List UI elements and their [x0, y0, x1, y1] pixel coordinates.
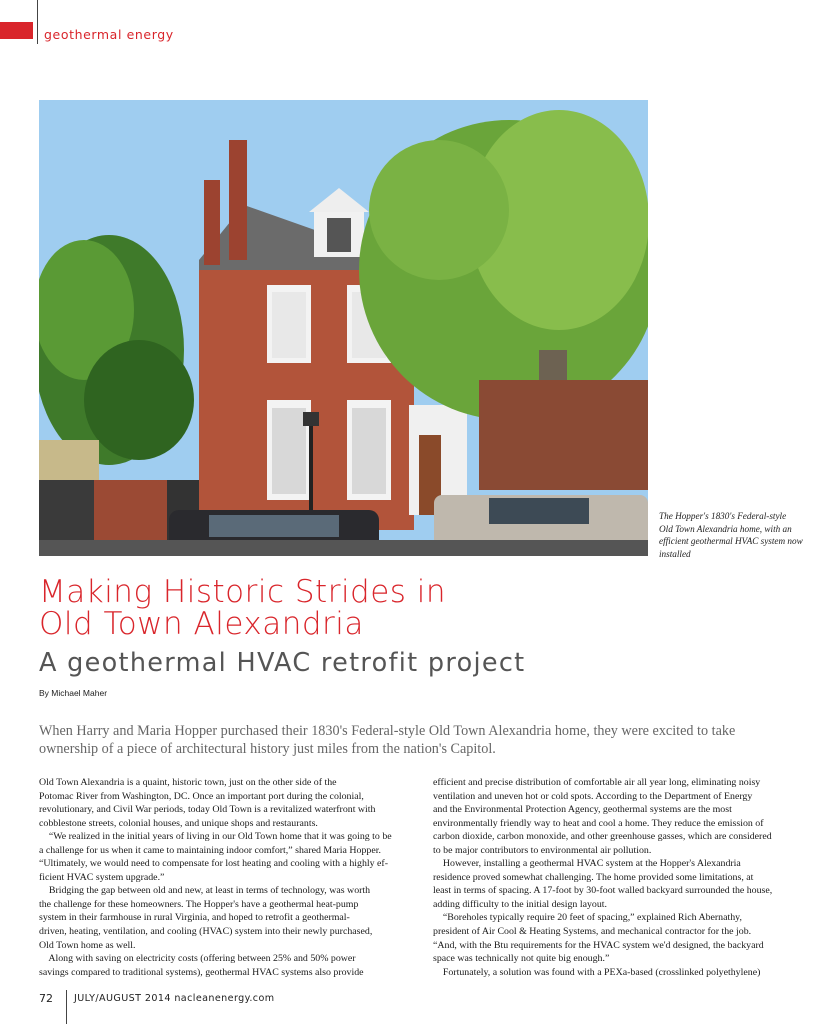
caption-line: efficient geothermal HVAC system now — [659, 536, 803, 546]
body-line: ventilation and uneven hot or cold spots. According to the Department of Energy — [433, 790, 753, 802]
body-line: “Boreholes typically require 20 feet of spacing,” explained Rich Abernathy, — [433, 912, 742, 924]
body-line: Fortunately, a solution was found with a PEXa-based (crosslinked polyethylene) — [433, 966, 761, 978]
body-column-left — [39, 776, 414, 979]
body-line: environmentally friendly way to heat and cool a home. They reduce the emission of — [433, 817, 764, 829]
body-line: driven, heating, ventilation, and cooling (HVAC) system into their newly purchased, — [39, 926, 373, 938]
body-line: efficient and precise distribution of comfortable air all year long, eliminating noisy — [433, 777, 761, 788]
body-line: adding difficulty to the initial design layout. — [433, 898, 607, 910]
body-line: system in their farmhouse in rural Virginia, and hoped to retrofit a geothermal- — [39, 912, 350, 924]
body-line: the challenge for these homeowners. The Hopper's have a geothermal heat-pump — [39, 898, 359, 910]
body-line: and the Environmental Protection Agency, geothermal systems are the most — [433, 804, 732, 816]
body-column-right — [433, 776, 811, 979]
body-line: However, installing a geothermal HVAC system at the Hopper's Alexandria — [433, 858, 741, 870]
body-line: cobblestone streets, colonial houses, and unique shops and restaurants. — [39, 817, 318, 829]
body-line: space was technically not quite big enough.” — [433, 953, 610, 965]
body-line: “Ultimately, we would need to compensate for lost heating and cooling with a highly ef- — [39, 858, 389, 870]
body-line: to be major contributors to environmental air pollution. — [433, 844, 652, 856]
body-line: carbon dioxide, carbon monoxide, and other greenhouse gasses, which are considered — [433, 831, 772, 843]
body-line: Bridging the gap between old and new, at least in terms of technology, was worth — [39, 885, 371, 897]
section-label: geothermal energy — [44, 27, 174, 42]
body-line: least in terms of spacing. A 17-foot by 30-foot walled backyard surrounded the house, — [433, 885, 773, 897]
header-divider — [37, 0, 38, 44]
body-line: Old Town home as well. — [39, 939, 136, 951]
article-title — [39, 576, 739, 640]
photo-caption — [659, 510, 829, 560]
body-line: “And, with the Btu requirements for the HVAC system we'd designed, the backyard — [433, 939, 764, 951]
body-line: revolutionary, and Civil War periods, today Old Town is a revitalized waterfront with — [39, 804, 376, 816]
issue-and-website: JULY/AUGUST 2014 nacleanenergy.com — [74, 993, 275, 1004]
body-line: “We realized in the initial years of living in our Old Town home that it was going to be — [39, 831, 392, 843]
body-line: ficient HVAC system upgrade.” — [39, 871, 165, 883]
body-line: Along with saving on electricity costs (offering between 25% and 50% power — [39, 953, 356, 965]
section-color-tab — [0, 22, 33, 39]
caption-line: Old Town Alexandria home, with an — [659, 523, 792, 534]
page-number: 72 — [39, 992, 53, 1005]
title-line: Making Historic Strides in — [39, 574, 447, 610]
body-line: Potomac River from Washington, DC. Once an important port during the colonial, — [39, 790, 364, 802]
house-photo — [39, 100, 648, 556]
caption-line: installed — [659, 548, 691, 559]
body-line: Old Town Alexandria is a quaint, historic town, just on the other side of the — [39, 777, 337, 788]
lede-line: ownership of a piece of architectural history just miles from the nation's Capitol. — [39, 741, 496, 757]
lede-line: When Harry and Maria Hopper purchased their 1830's Federal-style Old Town Alexandria home, they were excited to take — [39, 723, 736, 739]
article-lede — [39, 722, 819, 758]
title-line: Old Town Alexandria — [39, 606, 364, 642]
footer-divider — [66, 990, 67, 1024]
byline: By Michael Maher — [39, 688, 108, 698]
body-line: a challenge for us when it came to maintaining indoor comfort,” shared Maria Hopper. — [39, 844, 381, 856]
body-line: savings compared to traditional systems), geothermal HVAC systems also provide — [39, 966, 364, 978]
body-line: residence proved somewhat challenging. The home provided some limitations, at — [433, 871, 754, 883]
body-line: president of Air Cool & Heating Systems, and mechanical contractor for the job. — [433, 926, 752, 938]
article-subtitle: A geothermal HVAC retrofit project — [39, 648, 526, 678]
caption-line: The Hopper's 1830's Federal-style — [659, 511, 787, 521]
